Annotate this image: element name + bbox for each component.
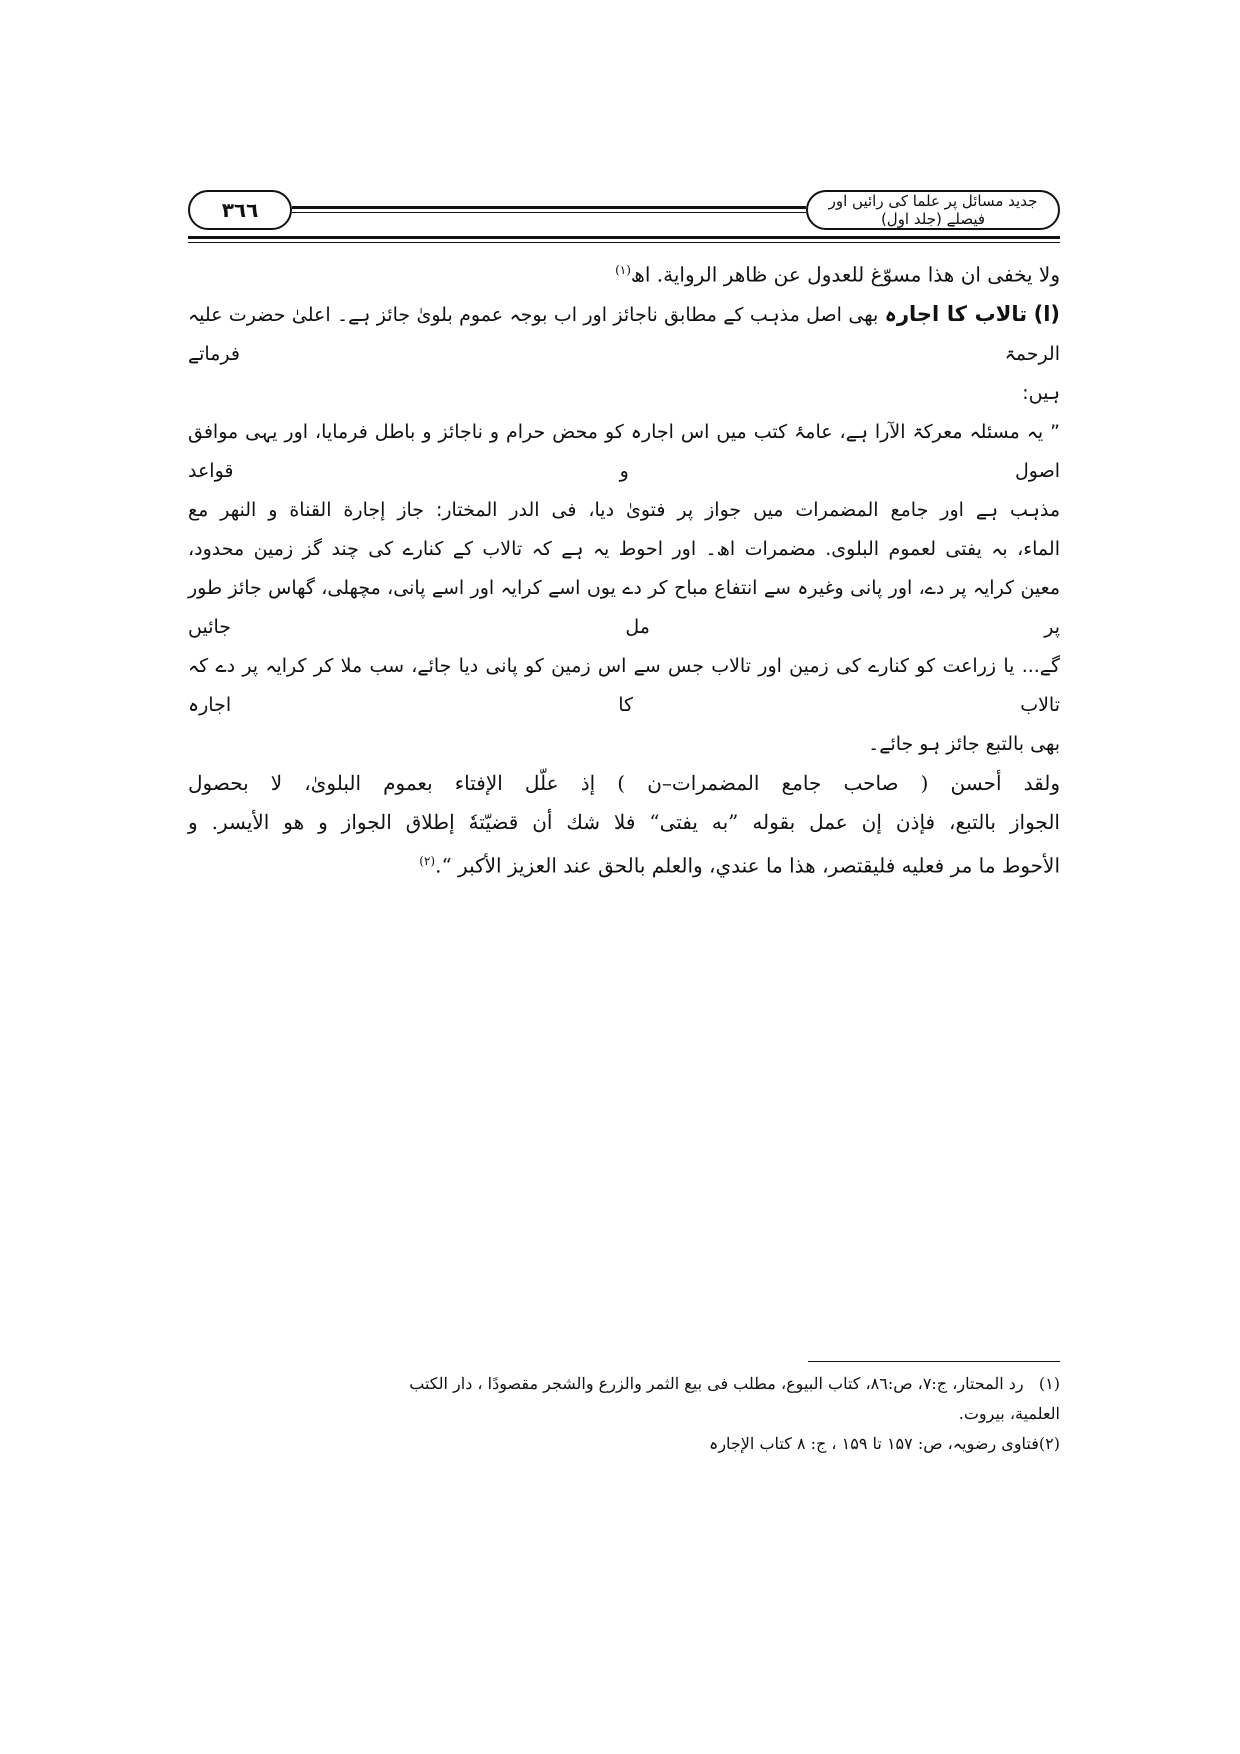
section-heading-line — [188, 295, 1060, 374]
page-number-text: ۳٦٦ — [221, 198, 259, 222]
footnote-rule — [808, 1361, 1060, 1362]
book-title-text: جدید مسائل پر علما کی رائیں اور فیصلے (جلد اول) — [828, 192, 1038, 228]
body-line: ” یہ مسئلہ معرکۃ الآرا ہے، عامۂ کتب میں اس اجارہ کو محض حرام و ناجائز و باطل فرمایا، اور یہی موافق اصول و قواعد — [188, 420, 1060, 482]
body-line: گے... یا زراعت کو کنارے کی زمین اور تالاب جس سے اس زمین کو پانی دیا جائے، سب ملا کر کرایہ پر دے کہ تالاب کا اجارہ — [188, 654, 1060, 716]
arabic-line: الأحوط ما مر فعلیه فلیقتصر، هذا ما عندي، والعلم بالحق عند العزیز الأکبر “.$^{(۲)}$ — [419, 853, 1060, 878]
header-divider — [292, 206, 806, 213]
footnote-2: (۲)فتاوی رضویہ، ص: ۱۵۷ تا ۱۵۹ ، ج: ۸ کتاب الإجارہ — [708, 1434, 1060, 1453]
body-line: بھی بالتبع جائز ہو جائے۔ — [868, 732, 1060, 755]
heading-marker: (ا) — [1033, 301, 1061, 326]
arabic-line: الجواز بالتبع، فإذن إن عمل بقوله ”به یفتی“ فلا شك أن قضیّتهٗ إطلاق الجواز و هو الأیسر. و — [188, 809, 1060, 834]
body-line: معین کرایہ پر دے، اور پانی وغیرہ سے انتفاع مباح کر دے یوں اسے کرایہ اور اسے پانی، مچھلی، گھاس جائز طور پر مل جائیں — [188, 576, 1060, 638]
heading-text: تالاب کا اجارہ بھی اصل مذہب کے مطابق ناجائز اور اب بوجہ عموم بلویٰ جائز ہے۔ اعلیٰ حضرت علیہ الرحمۃ فرماتے — [188, 301, 1060, 365]
body-line: الماء، بہ یفتی لعموم البلوی. مضمرات اھ۔ اور احوط یہ ہے کہ تالاب کے کنارے کی چند گز زمین محدود، — [188, 537, 1060, 560]
body-line: مذہب ہے اور جامع المضمرات میں جواز پر فتویٰ دیا، فی الدر المختار: جاز إجارة القناة و النھر مع — [188, 498, 1060, 521]
book-title — [806, 190, 1060, 230]
header-rule-thin — [188, 242, 1060, 243]
footnote-1: (۱) رد المحتار، ج:۷، ص:۸٦، کتاب البیوع، مطلب فی بیع الثمر والزرع والشجر مقصودًا ، دار الکتب — [409, 1374, 1060, 1393]
arabic-line: ولقد أحسن ( صاحب جامع المضمرات–ن ) إذ علّل الإفتاء بعموم البلویٰ، لا بحصول — [188, 770, 1060, 795]
page-number — [188, 190, 292, 230]
body-line: ولا یخفی ان ھذا مسوّغ للعدول عن ظاھر الروایة. اھ$^{(۱)}$ — [615, 262, 1060, 287]
page-body — [188, 251, 1060, 885]
heading-bold: تالاب کا اجارہ — [884, 301, 1028, 326]
body-line: ہیں: — [1022, 381, 1060, 404]
header-rule — [188, 236, 1060, 239]
footnote-1-cont: العلمیة، بیروت. — [958, 1404, 1060, 1423]
footnotes — [188, 1369, 1060, 1459]
